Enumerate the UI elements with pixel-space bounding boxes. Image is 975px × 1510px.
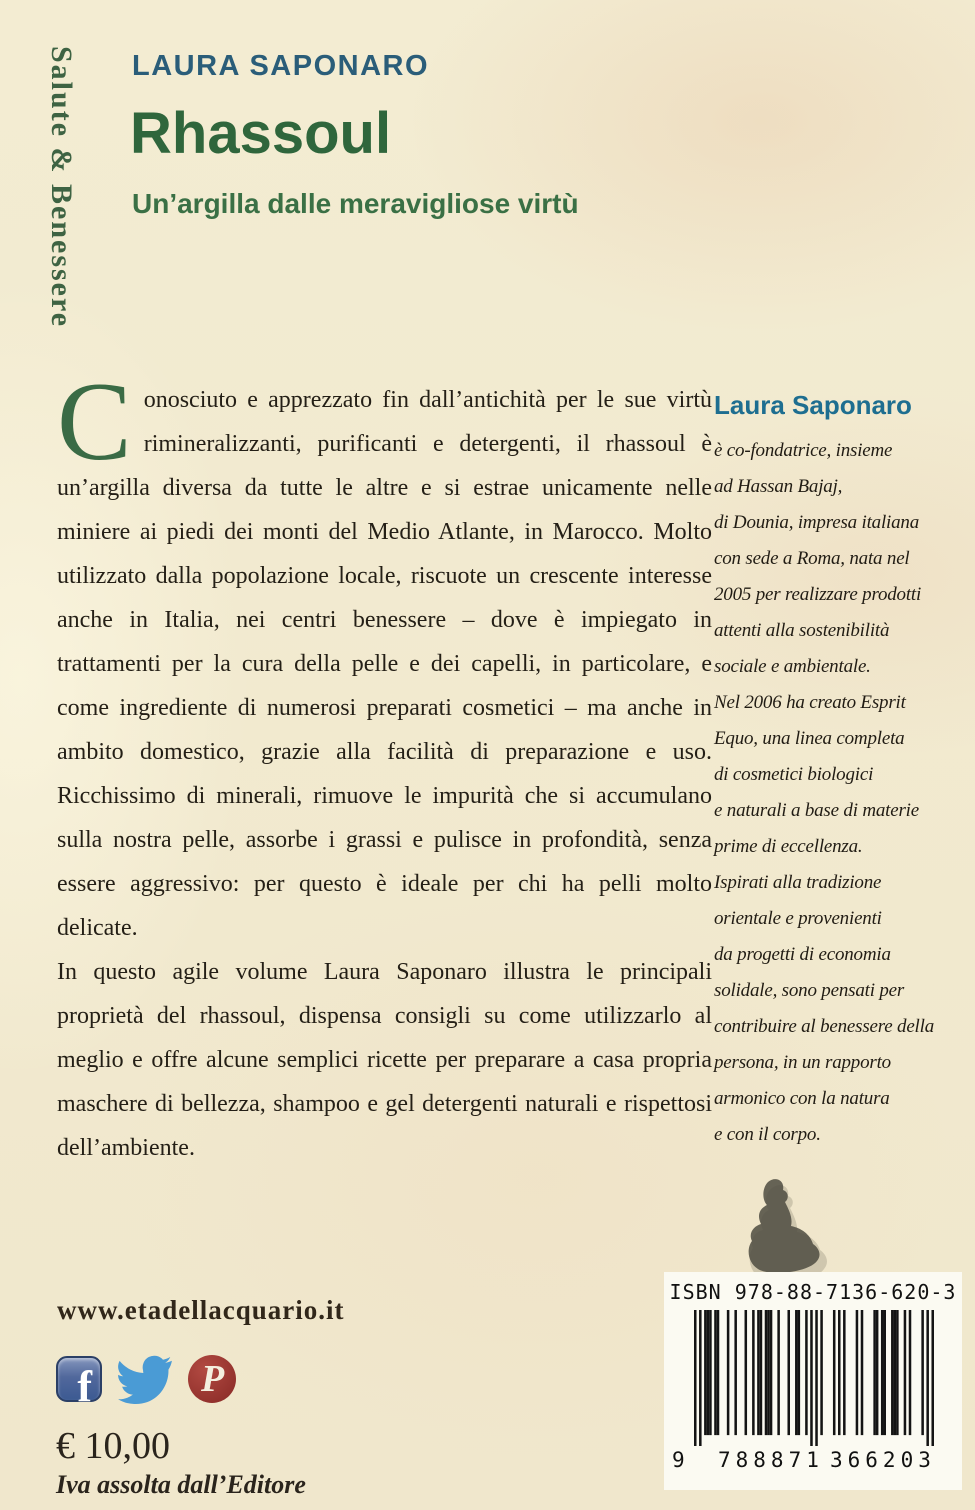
bio-line: sociale e ambientale. — [714, 656, 871, 677]
bio-line: Ispirati alla tradizione — [714, 872, 882, 893]
bio-line: prime di eccellenza. — [714, 836, 863, 857]
bio-line: persona, in un rapporto — [714, 1052, 891, 1073]
barcode-panel — [664, 1272, 962, 1490]
bio-line: di cosmetici biologici — [714, 764, 874, 785]
bio-line: ad Hassan Bajaj, — [714, 476, 843, 497]
isbn-label: ISBN 978-88-7136-620-3 — [669, 1280, 957, 1304]
bio-line: è co-fondatrice, insieme — [714, 440, 893, 461]
bio-line: attenti alla sostenibilità — [714, 620, 890, 641]
twitter-icon — [116, 1354, 174, 1404]
publisher-website: www.etadellacquario.it — [57, 1295, 345, 1325]
barcode-digit-group: 788871 — [718, 1448, 824, 1472]
pinterest-icon: P — [188, 1355, 236, 1403]
bio-heading: Laura Saponaro — [714, 390, 912, 420]
book-title: Rhassoul — [130, 101, 392, 166]
bio-line: con sede a Roma, nata nel — [714, 548, 910, 569]
price: € 10,00 — [56, 1425, 170, 1467]
bio-line: armonico con la natura — [714, 1088, 890, 1109]
series-label: Salute & Benessere — [45, 46, 78, 329]
author-name: LAURA SAPONARO — [132, 50, 430, 82]
synopsis-paragraph-1: Conosciuto e apprezzato fin dall’antichità per le sue virtù rimineralizzanti, purificanti e detergenti, il rhassoul è un’argilla diversa da tutte le altre e si estrae unicamente nelle miniere ai piedi dei monti del Medio Atlante, in Marocco. Molto utilizzato dalla popolazione locale, riscuote un crescente interesse anche in Italia, nei centri benessere – dove è impiegato in trattamenti per la cura della pelle e dei capelli, in particolare, e come ingrediente di numerosi preparati cosmetici – ma anche in ambito domestico, grazie alla facilità di preparazione e uso. Ricchissimo di minerali, rimuove le impurità che si accumulano sulla nostra pelle, assorbe i grassi e pulisce in profondità, senza essere aggressivo: per questo è ideale per chi ha pelli molto delicate. — [57, 360, 712, 941]
drop-cap: C — [57, 360, 132, 484]
synopsis-text — [57, 360, 712, 1170]
barcode-digit-group: 9 — [672, 1448, 685, 1472]
bio-line: contribuire al benessere della — [714, 1016, 935, 1037]
bio-line: solidale, sono pensati per — [714, 980, 905, 1001]
bio-line: Equo, una linea completa — [714, 728, 905, 749]
bio-line: e con il corpo. — [714, 1124, 821, 1145]
social-icons-row — [56, 1354, 236, 1411]
vat-note: Iva assolta dall’Editore — [56, 1470, 306, 1499]
bio-line: Nel 2006 ha creato Esprit — [714, 692, 906, 713]
bio-line: e naturali a base di materie — [714, 800, 919, 821]
synopsis-paragraph-2: In questo agile volume Laura Saponaro illustra le principali proprietà del rhassoul, dispensa consigli su come utilizzarlo al meglio e offre alcune semplici ricette per preparare a casa propria maschere di bellezza, shampoo e gel detergenti naturali e rispettosi dell’ambiente. — [57, 959, 712, 1161]
book-subtitle: Un’argilla dalle meravigliose virtù — [132, 188, 579, 219]
bio-line: 2005 per realizzare prodotti — [714, 584, 922, 605]
author-bio-column — [714, 390, 974, 1153]
barcode-digit-group: 366203 — [830, 1448, 936, 1472]
bio-line: orientale e provenienti — [714, 908, 882, 929]
facebook-icon: f — [56, 1356, 102, 1402]
bio-text — [714, 433, 974, 1153]
bio-line: di Dounia, impresa italiana — [714, 512, 920, 533]
bio-line: da progetti di economia — [714, 944, 891, 965]
ean-barcode — [694, 1310, 934, 1446]
